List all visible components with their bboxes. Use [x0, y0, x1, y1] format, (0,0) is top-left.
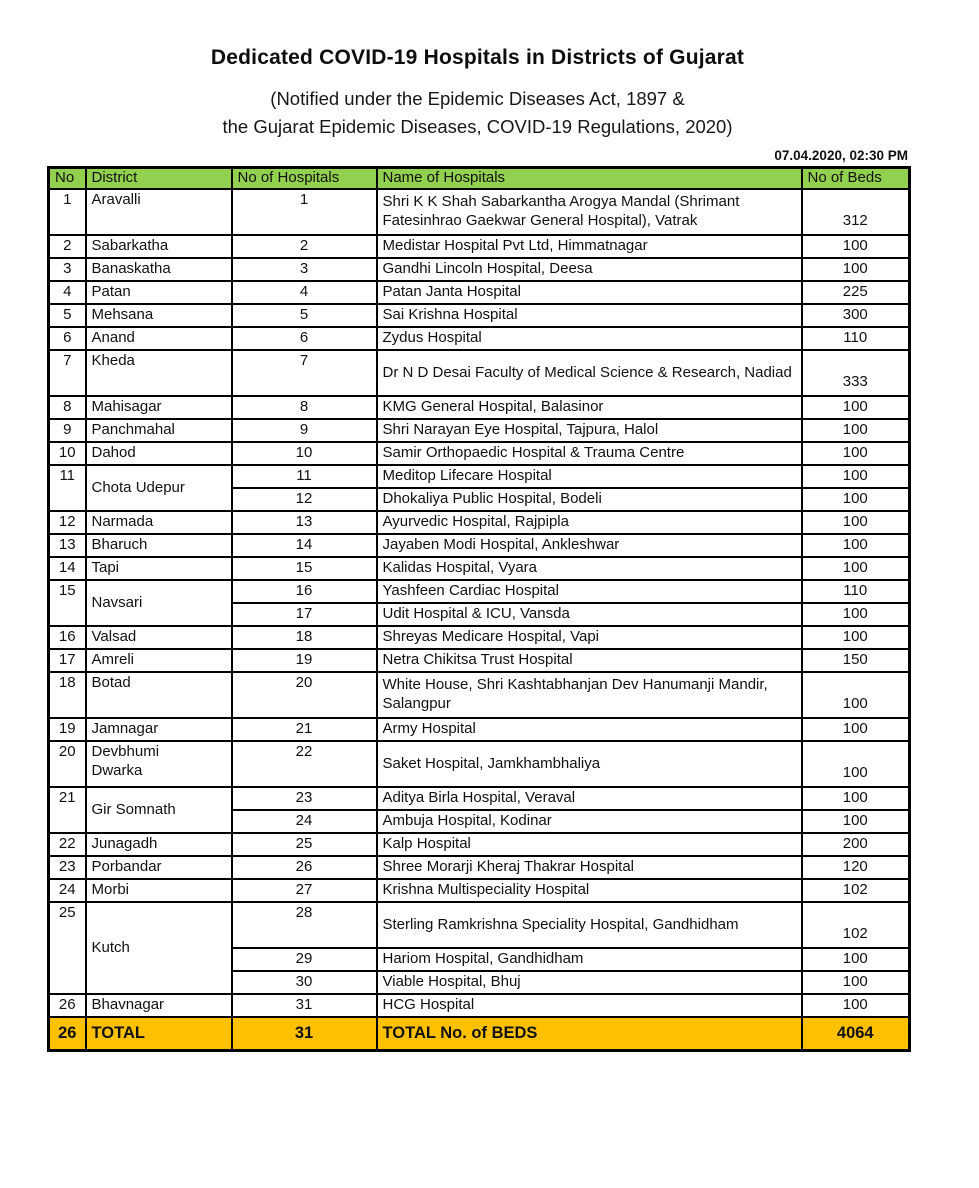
hospital-name-cell: Medistar Hospital Pvt Ltd, Himmatnagar: [377, 235, 802, 258]
district-cell: Dahod: [86, 442, 232, 465]
district-cell: Morbi: [86, 879, 232, 902]
beds-cell: 100: [802, 787, 910, 810]
beds-cell: 200: [802, 833, 910, 856]
row-number-cell: 2: [49, 235, 86, 258]
row-number-cell: 5: [49, 304, 86, 327]
district-cell: Gir Somnath: [86, 787, 232, 833]
hospital-name-cell: Udit Hospital & ICU, Vansda: [377, 603, 802, 626]
hospital-name-cell: Krishna Multispeciality Hospital: [377, 879, 802, 902]
hospital-number-cell: 14: [232, 534, 377, 557]
row-number-cell: 1: [49, 189, 86, 235]
district-cell: Patan: [86, 281, 232, 304]
table-footer: [49, 1017, 910, 1050]
row-number-cell: 11: [49, 465, 86, 511]
district-cell: Tapi: [86, 557, 232, 580]
beds-cell: 100: [802, 672, 910, 718]
beds-cell: 102: [802, 879, 910, 902]
district-cell: Bharuch: [86, 534, 232, 557]
hospital-number-cell: 24: [232, 810, 377, 833]
row-number-cell: 18: [49, 672, 86, 718]
beds-cell: 100: [802, 258, 910, 281]
hospital-name-cell: Gandhi Lincoln Hospital, Deesa: [377, 258, 802, 281]
table-row: [49, 235, 910, 258]
table-row: [49, 879, 910, 902]
hospital-number-cell: 4: [232, 281, 377, 304]
hospital-name-cell: Shreyas Medicare Hospital, Vapi: [377, 626, 802, 649]
hospital-number-cell: 21: [232, 718, 377, 741]
beds-cell: 100: [802, 465, 910, 488]
hospital-name-cell: Ayurvedic Hospital, Rajpipla: [377, 511, 802, 534]
beds-cell: 120: [802, 856, 910, 879]
table-row: [49, 534, 910, 557]
hospital-number-cell: 11: [232, 465, 377, 488]
table-row: [49, 511, 910, 534]
hospital-number-cell: 6: [232, 327, 377, 350]
district-cell: Kutch: [86, 902, 232, 994]
hospital-name-cell: Meditop Lifecare Hospital: [377, 465, 802, 488]
hospital-number-cell: 2: [232, 235, 377, 258]
beds-cell: 100: [802, 718, 910, 741]
table-row: [49, 672, 910, 718]
hospital-name-cell: HCG Hospital: [377, 994, 802, 1017]
hospital-number-cell: 8: [232, 396, 377, 419]
beds-cell: 110: [802, 327, 910, 350]
hospital-name-cell: Sai Krishna Hospital: [377, 304, 802, 327]
page-title: Dedicated COVID-19 Hospitals in Districts of Gujarat: [210, 46, 745, 69]
table-header: [49, 167, 910, 189]
row-number-cell: 23: [49, 856, 86, 879]
row-number-cell: 20: [49, 741, 86, 787]
district-cell: Botad: [86, 672, 232, 718]
table-row: [49, 741, 910, 787]
hospital-name-cell: Jayaben Modi Hospital, Ankleshwar: [377, 534, 802, 557]
district-cell: Narmada: [86, 511, 232, 534]
row-number-cell: 13: [49, 534, 86, 557]
beds-cell: 100: [802, 396, 910, 419]
column-header-0: No: [49, 167, 86, 189]
hospital-number-cell: 20: [232, 672, 377, 718]
beds-cell: 100: [802, 557, 910, 580]
beds-cell: 100: [802, 948, 910, 971]
hospital-number-cell: 10: [232, 442, 377, 465]
beds-cell: 100: [802, 810, 910, 833]
total-row: [49, 1017, 910, 1050]
table-row: [49, 304, 910, 327]
beds-cell: 100: [802, 442, 910, 465]
table-body: [49, 189, 910, 1017]
table-row: [49, 856, 910, 879]
subtitle-line-1: (Notified under the Epidemic Diseases Act, 1897 &: [270, 88, 685, 109]
report-timestamp: 07.04.2020, 02:30 PM: [774, 147, 908, 163]
hospital-name-cell: Netra Chikitsa Trust Hospital: [377, 649, 802, 672]
hospital-name-cell: Samir Orthopaedic Hospital & Trauma Centre: [377, 442, 802, 465]
table-row: [49, 396, 910, 419]
hospital-name-cell: Dr N D Desai Faculty of Medical Science & Research, Nadiad: [377, 350, 802, 396]
district-cell: Anand: [86, 327, 232, 350]
table-row: [49, 189, 910, 235]
row-number-cell: 25: [49, 902, 86, 994]
total-beds-label-cell: TOTAL No. of BEDS: [377, 1017, 802, 1050]
table-row: [49, 465, 910, 488]
district-cell: Porbandar: [86, 856, 232, 879]
hospital-name-cell: Shri K K Shah Sabarkantha Arogya Mandal (Shrimant Fatesinhrao Gaekwar General Hospital), Vatrak: [377, 189, 802, 235]
beds-cell: 150: [802, 649, 910, 672]
beds-cell: 225: [802, 281, 910, 304]
column-header-3: Name of Hospitals: [377, 167, 802, 189]
row-number-cell: 3: [49, 258, 86, 281]
row-number-cell: 22: [49, 833, 86, 856]
hospital-name-cell: Ambuja Hospital, Kodinar: [377, 810, 802, 833]
beds-cell: 100: [802, 488, 910, 511]
hospital-number-cell: 25: [232, 833, 377, 856]
district-cell: Mehsana: [86, 304, 232, 327]
district-cell: Kheda: [86, 350, 232, 396]
row-number-cell: 12: [49, 511, 86, 534]
beds-cell: 100: [802, 235, 910, 258]
page-subtitle: [47, 85, 908, 141]
row-number-cell: 24: [49, 879, 86, 902]
row-number-cell: 6: [49, 327, 86, 350]
hospital-name-cell: Aditya Birla Hospital, Veraval: [377, 787, 802, 810]
beds-cell: 100: [802, 741, 910, 787]
district-cell: Bhavnagar: [86, 994, 232, 1017]
table-row: [49, 649, 910, 672]
hospital-number-cell: 30: [232, 971, 377, 994]
row-number-cell: 7: [49, 350, 86, 396]
district-cell: Amreli: [86, 649, 232, 672]
table-row: [49, 557, 910, 580]
table-row: [49, 626, 910, 649]
table-row: [49, 787, 910, 810]
beds-cell: 100: [802, 419, 910, 442]
hospital-name-cell: Kalp Hospital: [377, 833, 802, 856]
table-row: [49, 442, 910, 465]
hospital-number-cell: 12: [232, 488, 377, 511]
row-number-cell: 21: [49, 787, 86, 833]
table-row: [49, 580, 910, 603]
table-row: [49, 718, 910, 741]
hospital-number-cell: 31: [232, 994, 377, 1017]
table-row: [49, 419, 910, 442]
beds-cell: 100: [802, 626, 910, 649]
hospital-number-cell: 16: [232, 580, 377, 603]
hospital-name-cell: Saket Hospital, Jamkhambhaliya: [377, 741, 802, 787]
table-row: [49, 281, 910, 304]
row-number-cell: 14: [49, 557, 86, 580]
hospital-name-cell: Shri Narayan Eye Hospital, Tajpura, Halol: [377, 419, 802, 442]
row-number-cell: 19: [49, 718, 86, 741]
column-header-2: No of Hospitals: [232, 167, 377, 189]
beds-cell: 100: [802, 971, 910, 994]
row-number-cell: 26: [49, 994, 86, 1017]
district-cell: Chota Udepur: [86, 465, 232, 511]
total-beds-cell: 4064: [802, 1017, 910, 1050]
hospital-name-cell: Zydus Hospital: [377, 327, 802, 350]
beds-cell: 100: [802, 534, 910, 557]
hospital-number-cell: 9: [232, 419, 377, 442]
district-cell: Mahisagar: [86, 396, 232, 419]
hospital-number-cell: 15: [232, 557, 377, 580]
hospital-name-cell: Kalidas Hospital, Vyara: [377, 557, 802, 580]
hospital-name-cell: Dhokaliya Public Hospital, Bodeli: [377, 488, 802, 511]
hospital-number-cell: 3: [232, 258, 377, 281]
district-cell: Valsad: [86, 626, 232, 649]
beds-cell: 300: [802, 304, 910, 327]
district-cell: Junagadh: [86, 833, 232, 856]
hospital-name-cell: Army Hospital: [377, 718, 802, 741]
district-cell: Jamnagar: [86, 718, 232, 741]
beds-cell: 100: [802, 994, 910, 1017]
hospital-number-cell: 1: [232, 189, 377, 235]
table-row: [49, 327, 910, 350]
hospital-name-cell: KMG General Hospital, Balasinor: [377, 396, 802, 419]
beds-cell: 312: [802, 189, 910, 235]
hospital-number-cell: 13: [232, 511, 377, 534]
district-cell: Sabarkatha: [86, 235, 232, 258]
hospital-name-cell: Patan Janta Hospital: [377, 281, 802, 304]
table-row: [49, 258, 910, 281]
table-row: [49, 994, 910, 1017]
district-cell: Navsari: [86, 580, 232, 626]
beds-cell: 333: [802, 350, 910, 396]
row-number-cell: 17: [49, 649, 86, 672]
hospital-number-cell: 29: [232, 948, 377, 971]
table-row: [49, 833, 910, 856]
total-districts-cell: 26: [49, 1017, 86, 1050]
hospital-number-cell: 18: [232, 626, 377, 649]
table-row: [49, 902, 910, 948]
hospital-number-cell: 28: [232, 902, 377, 948]
total-label-cell: TOTAL: [86, 1017, 232, 1050]
row-number-cell: 4: [49, 281, 86, 304]
hospital-number-cell: 26: [232, 856, 377, 879]
total-hospitals-cell: 31: [232, 1017, 377, 1050]
district-cell: Panchmahal: [86, 419, 232, 442]
district-cell: Aravalli: [86, 189, 232, 235]
table-header-row: [49, 167, 910, 189]
hospital-number-cell: 22: [232, 741, 377, 787]
hospital-number-cell: 23: [232, 787, 377, 810]
hospital-name-cell: Shree Morarji Kheraj Thakrar Hospital: [377, 856, 802, 879]
beds-cell: 100: [802, 511, 910, 534]
hospital-name-cell: White House, Shri Kashtabhanjan Dev Hanumanji Mandir, Salangpur: [377, 672, 802, 718]
hospital-number-cell: 7: [232, 350, 377, 396]
row-number-cell: 16: [49, 626, 86, 649]
hospital-name-cell: Sterling Ramkrishna Speciality Hospital, Gandhidham: [377, 902, 802, 948]
column-header-1: District: [86, 167, 232, 189]
row-number-cell: 9: [49, 419, 86, 442]
subtitle-line-2: the Gujarat Epidemic Diseases, COVID-19 Regulations, 2020): [222, 115, 733, 137]
hospitals-table: [47, 166, 911, 1052]
row-number-cell: 8: [49, 396, 86, 419]
beds-cell: 100: [802, 603, 910, 626]
hospital-number-cell: 27: [232, 879, 377, 902]
hospital-number-cell: 17: [232, 603, 377, 626]
hospital-number-cell: 19: [232, 649, 377, 672]
hospital-number-cell: 5: [232, 304, 377, 327]
district-cell: Devbhumi Dwarka: [86, 741, 232, 787]
row-number-cell: 10: [49, 442, 86, 465]
beds-cell: 102: [802, 902, 910, 948]
hospital-name-cell: Yashfeen Cardiac Hospital: [377, 580, 802, 603]
row-number-cell: 15: [49, 580, 86, 626]
hospital-name-cell: Hariom Hospital, Gandhidham: [377, 948, 802, 971]
table-row: [49, 350, 910, 396]
column-header-4: No of Beds: [802, 167, 910, 189]
district-cell: Banaskatha: [86, 258, 232, 281]
beds-cell: 110: [802, 580, 910, 603]
hospital-name-cell: Viable Hospital, Bhuj: [377, 971, 802, 994]
